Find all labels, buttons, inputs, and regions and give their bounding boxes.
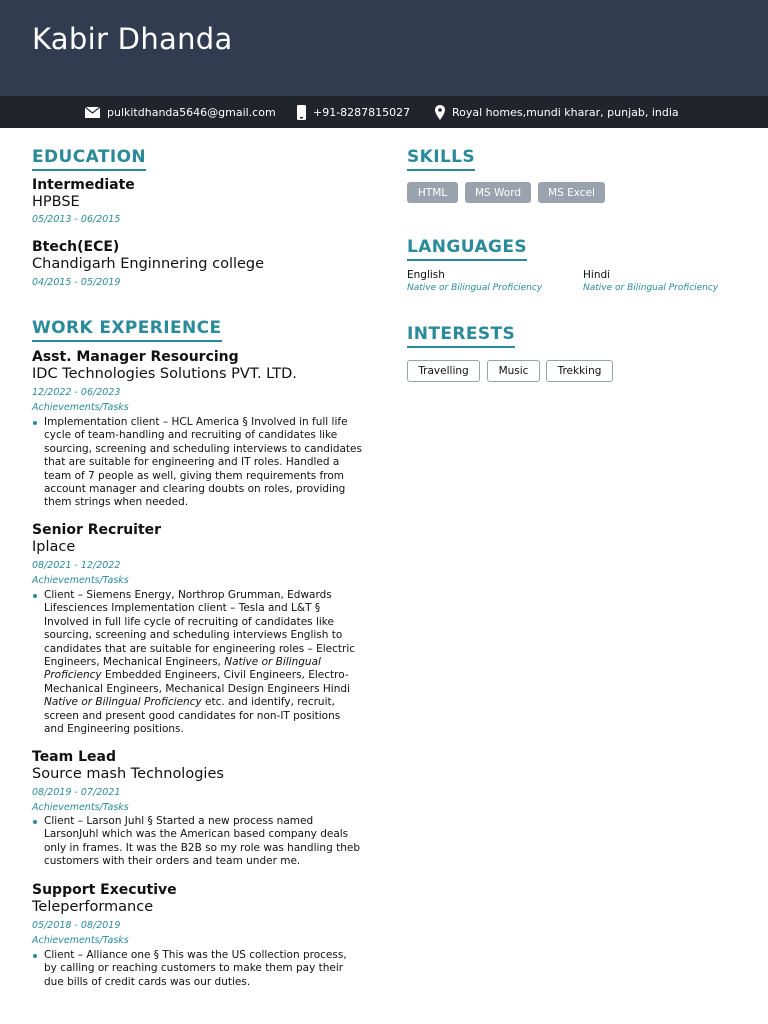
interest-tag: Music bbox=[487, 360, 540, 382]
phone-icon bbox=[297, 105, 306, 120]
location-pin-icon bbox=[435, 105, 445, 120]
resume-header bbox=[0, 0, 768, 96]
job-description: Client – Siemens Energy, Northrop Grumman, Edwards Lifesciences Implementation client – Tesla and L&T § Involved in full life cycle of recruiting of candidates like sourcing, screening and scheduling interviews English to candidates that are suitable for engineering roles – Electric Engineers, Mechanical Engineers, Native or Bilingual Proficiency Embedded Engineers, Civil Engineers, Electro-Mechanical Engineers, Mechanical Design Engineers Hindi Native or Bilingual Proficiency etc. and identify, recruit, screen and present good candidates for non-IT positions and Engineering positions. bbox=[32, 589, 362, 736]
skills-heading: SKILLS bbox=[407, 147, 475, 171]
job-description: Implementation client – HCL America § Involved in full life cycle of team-handling and recruiting of candidates like sourcing, screening and scheduling interviews to candidates that are suitable for engineering and IT roles. Handled a team of 7 people as well, giving them requirements from account manager and clearing doubts on roles, providing them strings when needed. bbox=[32, 416, 362, 510]
education-school: HPBSE bbox=[32, 194, 80, 210]
languages-heading: LANGUAGES bbox=[407, 237, 527, 261]
education-degree: Btech(ECE) bbox=[32, 239, 120, 255]
contact-email[interactable] bbox=[85, 96, 276, 128]
interest-tag: Trekking bbox=[546, 360, 613, 382]
work-experience-heading: WORK EXPERIENCE bbox=[32, 318, 222, 342]
education-degree: Intermediate bbox=[32, 177, 135, 193]
achievements-label: Achievements/Tasks bbox=[32, 935, 129, 946]
language-level: Native or Bilingual Proficiency bbox=[583, 283, 719, 293]
education-heading: EDUCATION bbox=[32, 147, 146, 171]
interests-heading: INTERESTS bbox=[407, 324, 515, 348]
skill-tag: HTML bbox=[407, 182, 458, 203]
language-name: Hindi bbox=[583, 269, 611, 281]
address-text: Royal homes,mundi kharar, punjab, india bbox=[452, 105, 679, 119]
phone-text: +91-8287815027 bbox=[313, 105, 411, 119]
job-dates: 05/2018 - 08/2019 bbox=[32, 920, 121, 931]
skill-tag: MS Excel bbox=[538, 182, 605, 203]
education-school: Chandigarh Enginnering college bbox=[32, 256, 265, 272]
job-role: Team Lead bbox=[32, 749, 116, 765]
job-description: Client – Alliance one § This was the US collection process, by calling or reaching customers to make them pay their due bills of credit cards was our duties. bbox=[32, 949, 362, 989]
contact-address bbox=[435, 96, 679, 128]
job-role: Asst. Manager Resourcing bbox=[32, 349, 239, 365]
job-company: Teleperformance bbox=[32, 899, 154, 915]
job-dates: 08/2019 - 07/2021 bbox=[32, 787, 121, 798]
job-role: Support Executive bbox=[32, 882, 177, 898]
achievements-label: Achievements/Tasks bbox=[32, 575, 129, 586]
envelope-icon bbox=[85, 107, 100, 118]
candidate-name: Kabir Dhanda bbox=[32, 22, 233, 56]
achievements-label: Achievements/Tasks bbox=[32, 802, 129, 813]
job-role: Senior Recruiter bbox=[32, 522, 162, 538]
job-company: Iplace bbox=[32, 539, 76, 555]
language-level: Native or Bilingual Proficiency bbox=[407, 283, 543, 293]
education-dates: 05/2013 - 06/2015 bbox=[32, 214, 121, 225]
achievements-label: Achievements/Tasks bbox=[32, 402, 129, 413]
job-dates: 12/2022 - 06/2023 bbox=[32, 387, 121, 398]
skill-tag: MS Word bbox=[465, 182, 531, 203]
contact-bar bbox=[0, 96, 768, 128]
job-dates: 08/2021 - 12/2022 bbox=[32, 560, 121, 571]
job-company: IDC Technologies Solutions PVT. LTD. bbox=[32, 366, 297, 382]
education-dates: 04/2015 - 05/2019 bbox=[32, 277, 121, 288]
interest-tag: Travelling bbox=[407, 360, 480, 382]
email-text: pulkitdhanda5646@gmail.com bbox=[107, 105, 276, 119]
language-name: English bbox=[407, 269, 445, 281]
job-company: Source mash Technologies bbox=[32, 766, 224, 782]
contact-phone[interactable] bbox=[297, 96, 410, 128]
job-description: Client – Larson Juhl § Started a new process named LarsonJuhl which was the American based company deals only in frames. It was the B2B so my role was handling theb customers with their orders and team under me. bbox=[32, 815, 362, 869]
